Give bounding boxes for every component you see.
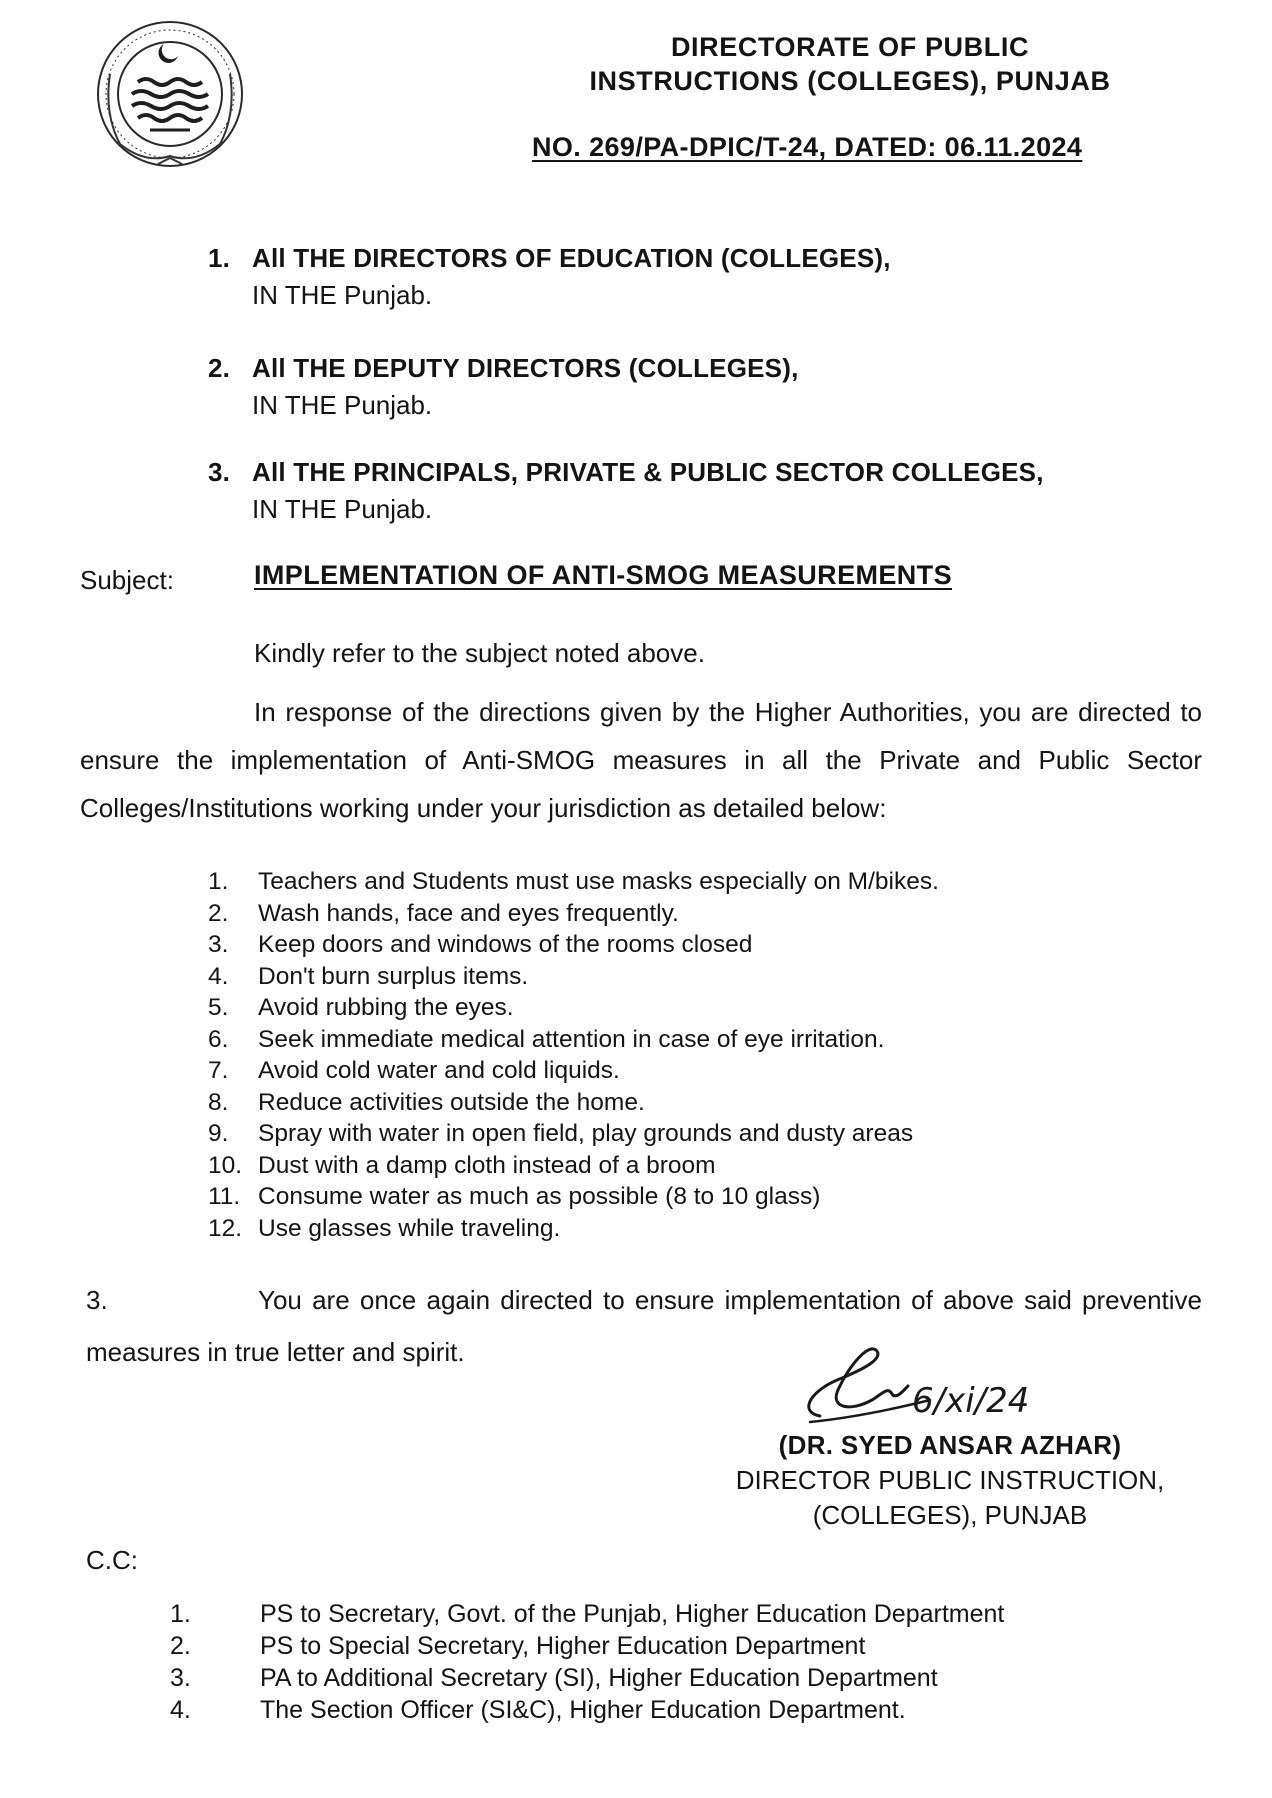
addressee-2 [208,350,799,424]
handwritten-signature-icon [780,1338,1060,1438]
item-text: PS to Secretary, Govt. of the Punjab, Higher Education Department [260,1600,1005,1628]
addressee-line1: All THE PRINCIPALS, PRIVATE & PUBLIC SECTOR COLLEGES, [252,457,1044,487]
item-number: 3. [170,1664,191,1692]
item-text: Don't burn surplus items. [258,962,529,990]
list-item [160,866,939,898]
addressee-number: 1. [208,243,231,273]
main-paragraph [80,688,1202,832]
item-number: 9. [208,1120,229,1147]
item-text: Keep doors and windows of the rooms closed [258,931,753,958]
list-item [160,1024,939,1056]
addressee-line2: IN THE Punjab. [252,494,433,524]
addressee-line2: IN THE Punjab. [252,280,433,310]
item-number: 1. [170,1600,191,1628]
addressee-number: 2. [208,353,231,383]
addressee-line1: All THE DEPUTY DIRECTORS (COLLEGES), [252,353,799,383]
list-item [160,1181,939,1213]
measures-list [160,866,939,1244]
list-item [160,1150,939,1182]
signatory-title-line1: DIRECTOR PUBLIC INSTRUCTION, [735,1465,1165,1495]
list-item [170,1694,1004,1726]
org-line-1: DIRECTORATE OF PUBLIC [670,32,1030,62]
item-text: PA to Additional Secretary (SI), Higher Education Department [260,1664,938,1692]
item-text: Avoid cold water and cold liquids. [258,1057,620,1084]
item-number: 8. [208,1088,229,1116]
list-item [160,898,939,930]
item-number: 2. [208,899,229,927]
addressee-number: 3. [208,457,231,487]
list-item [160,929,939,961]
item-number: 12. [208,1214,243,1242]
reference-number: NO. 269/PA-DPIC/T-24, DATED: 06.11.2024 [532,132,1083,162]
list-item [170,1662,1004,1694]
addressee-line2: IN THE Punjab. [252,390,433,420]
item-number: 1. [208,868,229,895]
main-paragraph-text: In response of the directions given by the Higher Authorities, you are directed to ensure the implementation of Anti-SMOG measures in all the Private and Public Sector Colleges/Institutions working under your jurisdiction as detailed below: [80,697,1202,823]
signatory-block [690,1428,1210,1533]
addressee-line1: All THE DIRECTORS OF EDUCATION (COLLEGES), [252,243,891,273]
item-number: 7. [208,1057,229,1084]
cc-list [170,1598,1004,1726]
punjab-emblem-seal-icon [80,16,260,181]
item-text: Wash hands, face and eyes frequently. [258,899,679,927]
list-item [160,1087,939,1119]
item-number: 4. [170,1696,191,1724]
item-number: 6. [208,1025,229,1053]
item-text: Reduce activities outside the home. [258,1088,645,1116]
item-number: 3. [208,931,229,958]
item-text: The Section Officer (SI&C), Higher Education Department. [260,1696,906,1724]
reference-paragraph: Kindly refer to the subject noted above. [254,638,705,668]
list-item [170,1630,1004,1662]
list-item [160,961,939,993]
item-text: Dust with a damp cloth instead of a broom [258,1151,716,1179]
cc-label: C.C: [86,1545,138,1575]
list-item [160,992,939,1024]
item-text: Seek immediate medical attention in case of eye irritation. [258,1025,885,1053]
signatory-title-line2: (COLLEGES), PUNJAB [812,1500,1088,1530]
item-number: 11. [208,1183,241,1210]
subject-label: Subject: [80,565,174,595]
addressee-1 [208,240,891,314]
list-item [160,1055,939,1087]
item-number: 4. [208,962,229,990]
item-text: Spray with water in open field, play grounds and dusty areas [258,1120,914,1147]
addressee-3 [208,454,1044,528]
item-text: Use glasses while traveling. [258,1214,561,1242]
handwritten-date: 6/xi/24 [912,1381,1030,1421]
org-line-2: INSTRUCTIONS (COLLEGES), PUNJAB [589,66,1111,96]
item-text: PS to Special Secretary, Higher Education Department [260,1632,866,1660]
list-item [160,1213,939,1245]
item-number: 5. [208,994,229,1021]
paragraph-number: 3. [86,1285,108,1315]
item-number: 2. [170,1632,191,1660]
subject-text: IMPLEMENTATION OF ANTI-SMOG MEASUREMENTS [254,560,952,590]
closing-paragraph-text: You are once again directed to ensure implementation of above said preventive measures in true letter and spirit. [86,1285,1202,1367]
signatory-name: (DR. SYED ANSAR AZHAR) [778,1430,1122,1460]
item-text: Avoid rubbing the eyes. [258,994,514,1021]
item-text: Consume water as much as possible (8 to 10 glass) [258,1183,821,1210]
item-text: Teachers and Students must use masks especially on M/bikes. [258,868,939,895]
issuing-authority [560,30,1140,98]
item-number: 10. [208,1151,243,1179]
list-item [170,1598,1004,1630]
list-item [160,1118,939,1150]
